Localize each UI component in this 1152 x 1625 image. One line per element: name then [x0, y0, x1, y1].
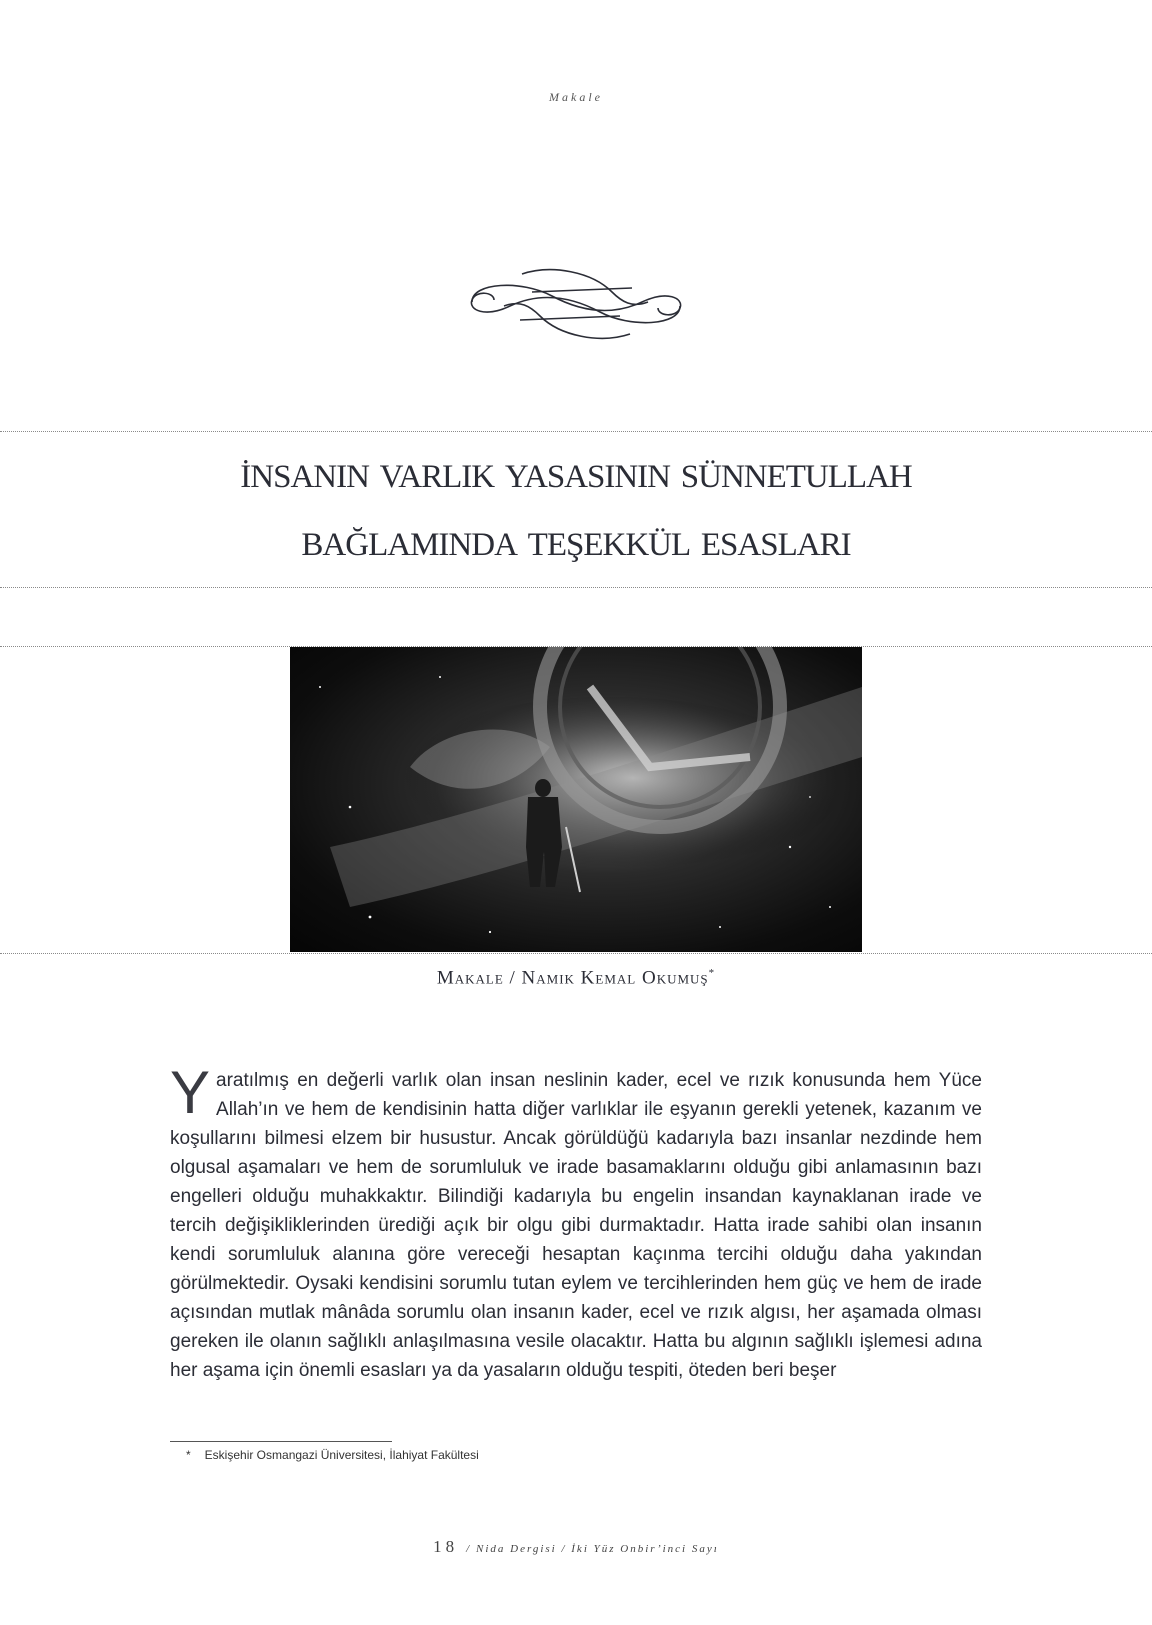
title-line-1: i̇nsanın varlık yasasının sünnetullah: [240, 446, 912, 498]
title-line-2: bağlamında teşekkül esasları: [301, 514, 851, 566]
page-number: 18: [433, 1537, 459, 1556]
section-label: Makale: [549, 90, 603, 104]
footnote-rule: [170, 1441, 392, 1442]
cosmic-clock-old-man-image: [290, 647, 862, 952]
divider-title-bottom: [0, 587, 1152, 588]
divider-image-bottom: [0, 953, 1152, 954]
byline-text: Makale / Namık Kemal Okumuş: [436, 967, 709, 989]
page-title: [0, 438, 1152, 574]
flourish-ornament-icon: [462, 262, 690, 346]
byline: [0, 967, 1152, 989]
divider-top: [0, 431, 1152, 432]
footnote: [186, 1448, 479, 1462]
publication-info: / Nida Dergisi / İki Yüz Onbir’inci Sayı: [466, 1543, 719, 1555]
article-body: [170, 1059, 982, 1385]
byline-footnote-mark: *: [708, 967, 716, 979]
footnote-text: Eskişehir Osmangazi Üniversitesi, İlahiyat Fakültesi: [204, 1448, 479, 1462]
drop-cap: Y: [170, 1059, 211, 1126]
body-paragraph: aratılmış en değerli varlık olan insan neslinin kader, ecel ve rızık konusunda hem Yüce Allah’ın ve hem de kendisinin hatta diğer varlıklar ile eşyanın gerekli yetenek, kazanım ve koşullarını bilmesi elzem bir husustur. Ancak görüldüğü kadarıyla bazı insanlar nezdinde hem olgusal aşamaları ve hem de sorumluluk ve irade basamaklarını olduğu gibi anlamasının bazı engelleri olduğu muhakkaktır. Bilindiği kadarıyla bu engelin insandan kaynaklanan irade ve tercih değişikliklerinden ürediği açık bir olgu gibi durmaktadır. Hatta irade sahibi olan insanın kendi sorumluluk alanına göre vereceği hesaptan kaçınma tercihi olduğu daha yakından görülmektedir. Oysaki kendisini sorumlu tutan eylem ve tercihlerinden hem güç ve hem de irade açısından mutlak mânâda sorumlu olan insanın kader, ecel ve rızık algısı, her aşamada olması gereken ile olanın sağlıklı anlaşılmasına vesile olacaktır. Hatta bu algının sağlıklı işlemesi adına her aşama için önemli esasları ya da yasaların olduğu tespiti, öteden beri beşer: [170, 1070, 982, 1381]
hero-image: [290, 647, 862, 952]
footnote-mark: *: [186, 1448, 191, 1462]
page-footer: [0, 1537, 1152, 1557]
